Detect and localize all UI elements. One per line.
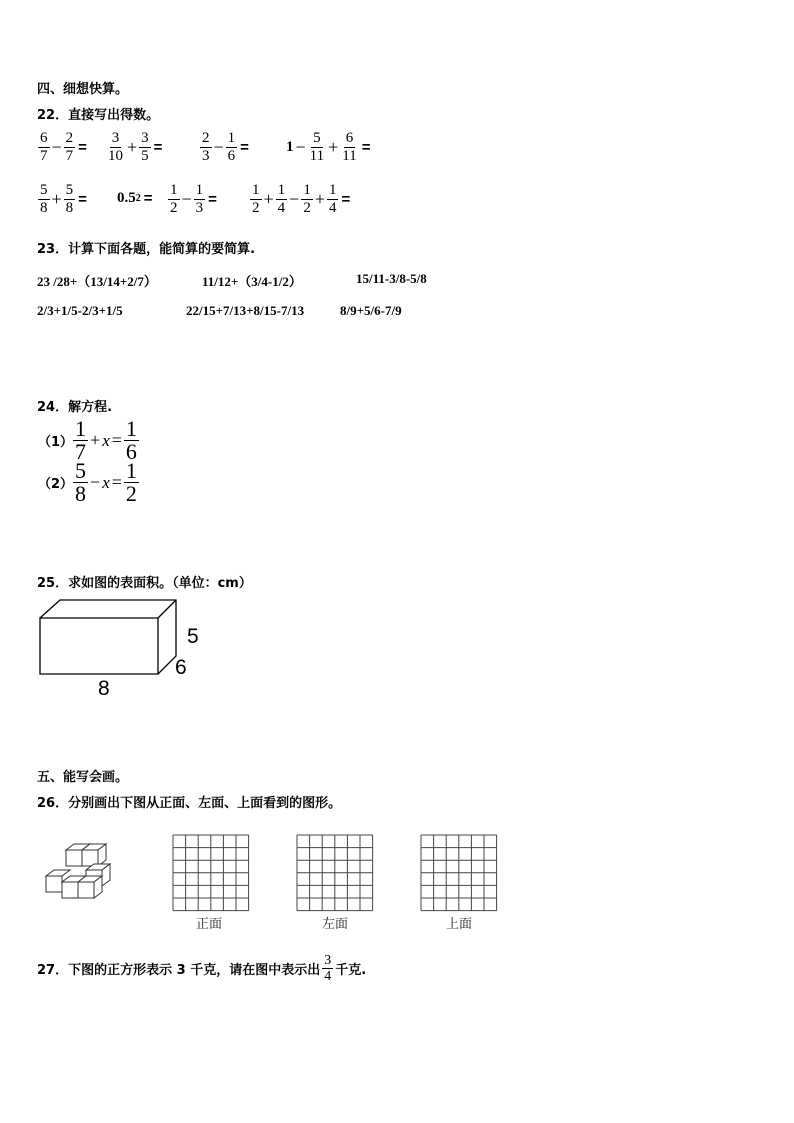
q24-title: 24．解方程. (37, 400, 113, 415)
grid-label-front: 正面 (196, 917, 223, 932)
cuboid-figure (36, 596, 181, 678)
q23-item-4: 2/3+1/5-2/3+1/5 (37, 303, 123, 318)
q22-r1-e3: $\frac{2}{3}$ − $\frac{1}{6}$ = (202, 130, 249, 164)
q27-fraction: $\frac{3}{4}$ (324, 953, 332, 984)
grid-left-view (296, 834, 374, 912)
q23-title: 23．计算下面各题，能简算的要简算. (37, 242, 256, 257)
cuboid-back-edges (40, 600, 176, 674)
grid-front-view (172, 834, 250, 912)
grid-label-top: 上面 (446, 917, 473, 932)
cube-stack-figure (44, 842, 124, 906)
q22-r2-e1: $\frac{5}{8}$ + $\frac{5}{8}$ = (40, 182, 87, 216)
q23-item-3: 15/11-3/8-5/8 (356, 271, 427, 286)
grid-top-view (420, 834, 498, 912)
q27-text-suffix: 千克. (335, 963, 367, 978)
q26-title: 26．分别画出下图从正面、左面、上面看到的图形。 (37, 796, 342, 811)
q22-r2-e3: $\frac{1}{2}$ − $\frac{1}{3}$ = (170, 182, 217, 216)
q23-item-5: 22/15+7/13+8/15-7/13 (186, 303, 305, 318)
q24-equation-2: （2） $\frac{5}{8}$ − x = $\frac{1}{2}$ (38, 458, 137, 506)
q27-text-prefix: 27．下图的正方形表示 3 千克，请在图中表示出 (37, 963, 321, 978)
q23-item-1: 23 /28+（13/14+2/7） (37, 274, 157, 289)
q22-r1-e4: 1 − $\frac{5}{11}$ + $\frac{6}{11}$ = (286, 130, 371, 164)
section-5-title: 五、能写会画。 (37, 770, 129, 785)
q23-item-6: 8/9+5/6-7/9 (340, 303, 402, 318)
q22-r2-e4: $\frac{1}{2}$ + $\frac{1}{4}$ − $\frac{1}{2}$ + $\frac{1}{4}$ = (252, 182, 351, 216)
cuboid-length-label: 8 (98, 677, 110, 700)
q24-equation-1: （1） $\frac{1}{7}$ + x = $\frac{1}{6}$ (38, 416, 137, 464)
q22-title: 22．直接写出得数。 (37, 108, 160, 123)
cuboid-front-face (40, 618, 158, 674)
q22-r1-e2: $\frac{3}{10}$ + $\frac{3}{5}$ = (108, 130, 163, 164)
grid-label-left: 左面 (322, 917, 349, 932)
cuboid-height-label: 5 (187, 625, 199, 648)
q22-r2-e2: 0.5 2 = (117, 190, 153, 207)
q22-r1-e1: $\frac{6}{7}$ − $\frac{2}{7}$ = (40, 130, 87, 164)
section-4-title: 四、细想快算。 (37, 82, 129, 97)
q23-item-2: 11/12+（3/4-1/2） (202, 274, 302, 289)
cuboid-width-label: 6 (175, 656, 187, 679)
q27-question (37, 953, 366, 984)
cuboid-top-edge (158, 600, 176, 618)
cube-front (66, 850, 82, 866)
q25-title: 25．求如图的表面积。（单位：cm） (37, 576, 252, 591)
